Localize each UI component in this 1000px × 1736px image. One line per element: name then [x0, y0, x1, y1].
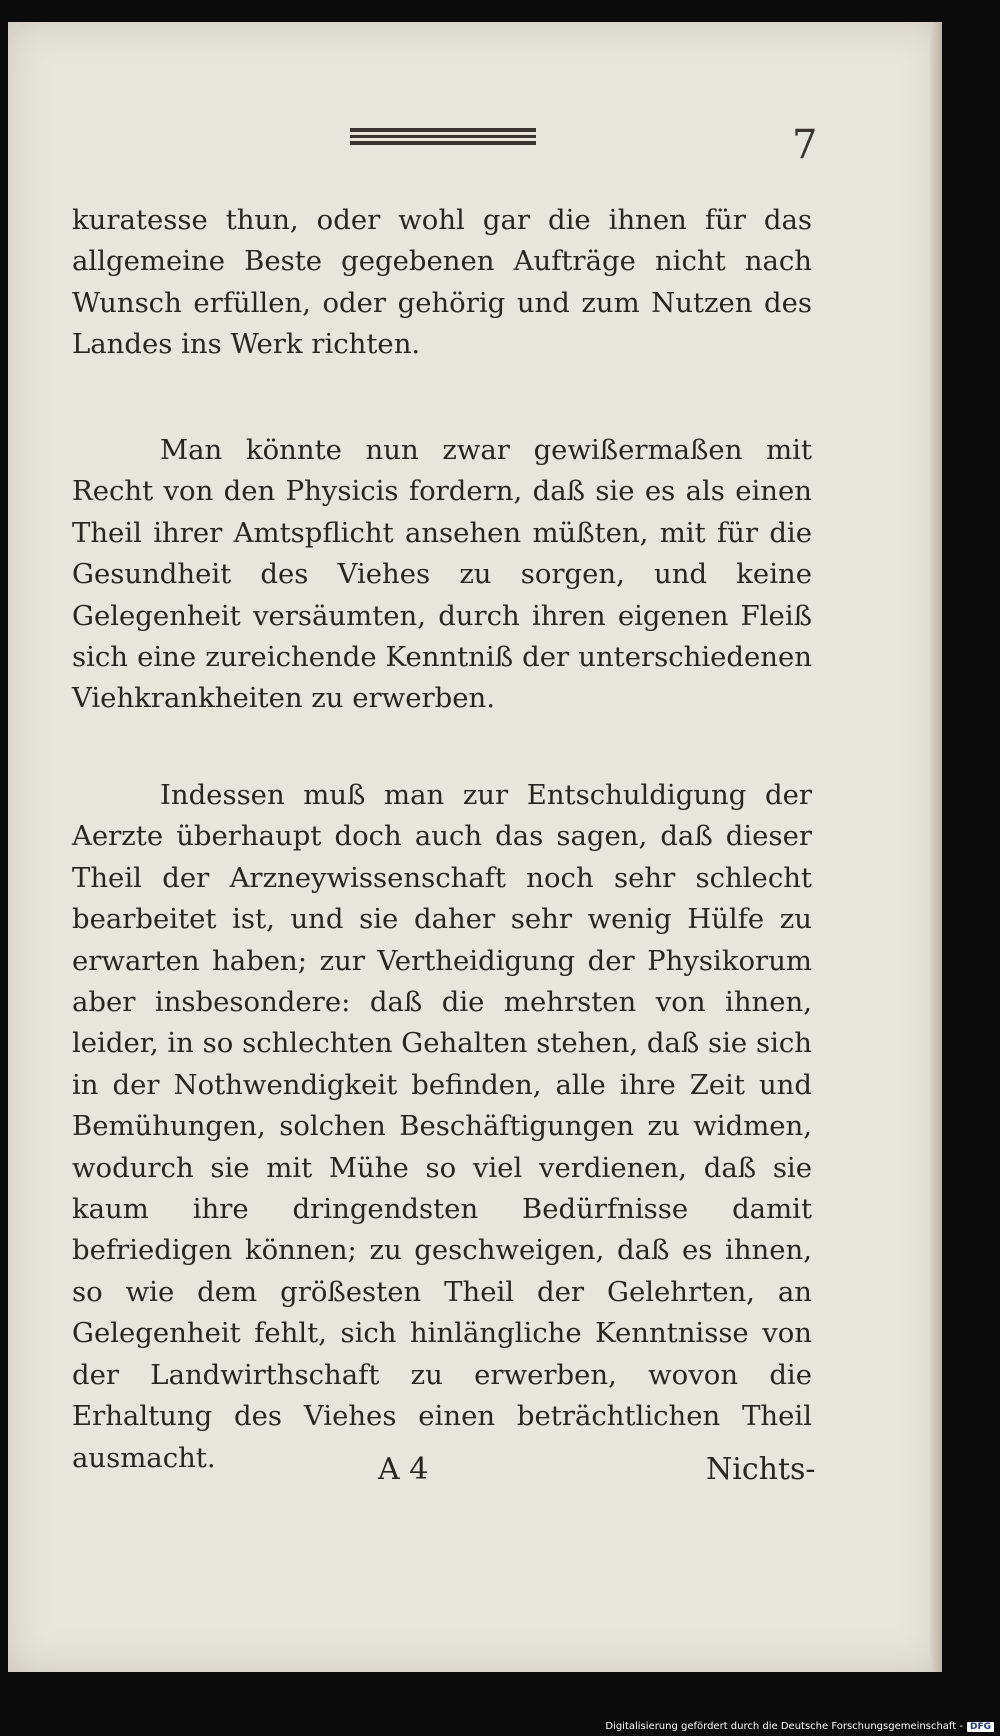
- paragraph-3: [72, 775, 812, 1479]
- footer-text: Digitalisierung gefördert durch die Deutsche Forschungsgemeinschaft -: [605, 1721, 963, 1732]
- page-edge: [930, 22, 942, 1672]
- dfg-logo: DFG: [967, 1722, 994, 1732]
- paragraph-text: Man könnte nun zwar gewißermaßen mit Recht von den Physicis fordern, daß sie es als einen Theil ihrer Amtspflicht ansehen müßten, mit für die Gesundheit des Viehes zu sorgen, und keine Gelegenheit versäumten, durch ihren eigenen Fleiß sich eine zureichende Kenntniß der unterschiedenen Viehkrankheiten zu erwerben.: [72, 434, 812, 715]
- catchword: Nichts-: [706, 1452, 816, 1487]
- header-ornament: [350, 128, 536, 146]
- paragraph-2: [72, 430, 812, 720]
- signature-mark: A 4: [378, 1452, 429, 1487]
- paragraph-text: Indessen muß man zur Entschuldigung der Aerzte überhaupt doch auch das sagen, daß dieser Theil der Arzneywissenschaft noch sehr schlecht bearbeitet ist, und sie daher sehr wenig Hülfe zu erwarten haben; zur Vertheidigung der Physikorum aber insbesondere: daß die mehrsten von ihnen, leider, in so schlechten Gehalten stehen, daß sie sich in der Nothwendigkeit befinden, alle ihre Zeit und Bemühungen, solchen Beschäftigungen zu widmen, wodurch sie mit Mühe so viel verdienen, daß sie kaum ihre dringendsten Bedürfnisse damit befriedigen können; zu geschweigen, daß es ihnen, so wie dem größesten Theil der Gelehrten, an Gelegenheit fehlt, sich hinlängliche Kenntnisse von der Landwirthschaft zu erwerben, wovon die Erhaltung des Viehes einen beträchtlichen Theil ausmacht.: [72, 779, 812, 1474]
- digitization-footer: [605, 1721, 994, 1732]
- paragraph-1: [72, 200, 812, 366]
- page-number: 7: [792, 122, 818, 168]
- paragraph-text: kuratesse thun, oder wohl gar die ihnen für das allgemeine Beste gegebenen Aufträge nicht nach Wunsch erfüllen, oder gehörig und zum Nutzen des Landes ins Werk richten.: [72, 204, 812, 361]
